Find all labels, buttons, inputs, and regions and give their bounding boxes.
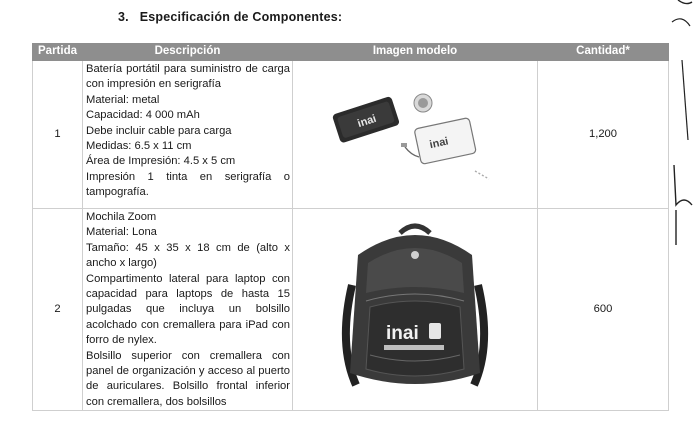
table-row [33,61,669,209]
components-table [32,43,669,411]
logo-text: inai [428,134,450,151]
description-line: Medidas: 6.5 x 11 cm [86,140,192,153]
partida-cell: 1 [33,61,83,209]
logo-text: inai [356,112,378,130]
description-line: Capacidad: 4 000 mAh [86,109,200,122]
image-cell [293,209,538,411]
description-line: Tamaño: 45 x 35 x 18 cm de (alto x ancho x largo) [86,241,290,270]
table-header-row [33,44,669,61]
logo-text: inai [386,322,419,344]
description-line: Bolsillo superior con cremallera con panel de organización y acceso al puerto de auriculares. Bolsillo frontal inferior con cremallera, dos bolsillos [86,349,290,408]
section-heading [118,10,342,24]
handwritten-marks [670,0,700,425]
description-line: Área de Impresión: 4.5 x 5 cm [86,155,236,168]
header-partida: Partida [33,44,83,61]
header-imagen: Imagen modelo [293,44,538,61]
power-bank-image [325,85,505,185]
description-line: Batería portátil para suministro de carga con impresión en serigrafía [86,63,290,91]
cantidad-cell: 1,200 [538,61,669,209]
table-row [33,209,669,411]
section-number: 3. [118,10,129,24]
header-cantidad: Cantidad* [538,44,669,61]
description-cell [83,61,293,209]
section-title: Especificación de Componentes: [139,10,343,24]
partida-cell: 2 [33,209,83,411]
description-line: Compartimento lateral para laptop con capacidad para laptops de hasta 15 pulgadas que incluya un bolsillo acolchado con cremallera para iPad con forro de nylex. [86,272,290,347]
description-line: Material: Lona [86,226,157,239]
description-line: Impresión 1 tinta en serigrafía o tampografía. [86,170,290,199]
header-descripcion: Descripción [83,44,293,61]
description-cell [83,209,293,411]
description-line: Material: metal [86,93,160,106]
description-line: Mochila Zoom [86,211,157,223]
cantidad-cell: 600 [538,209,669,411]
backpack-image [330,215,500,405]
description-line: Debe incluir cable para carga [86,124,232,137]
image-cell [293,61,538,209]
